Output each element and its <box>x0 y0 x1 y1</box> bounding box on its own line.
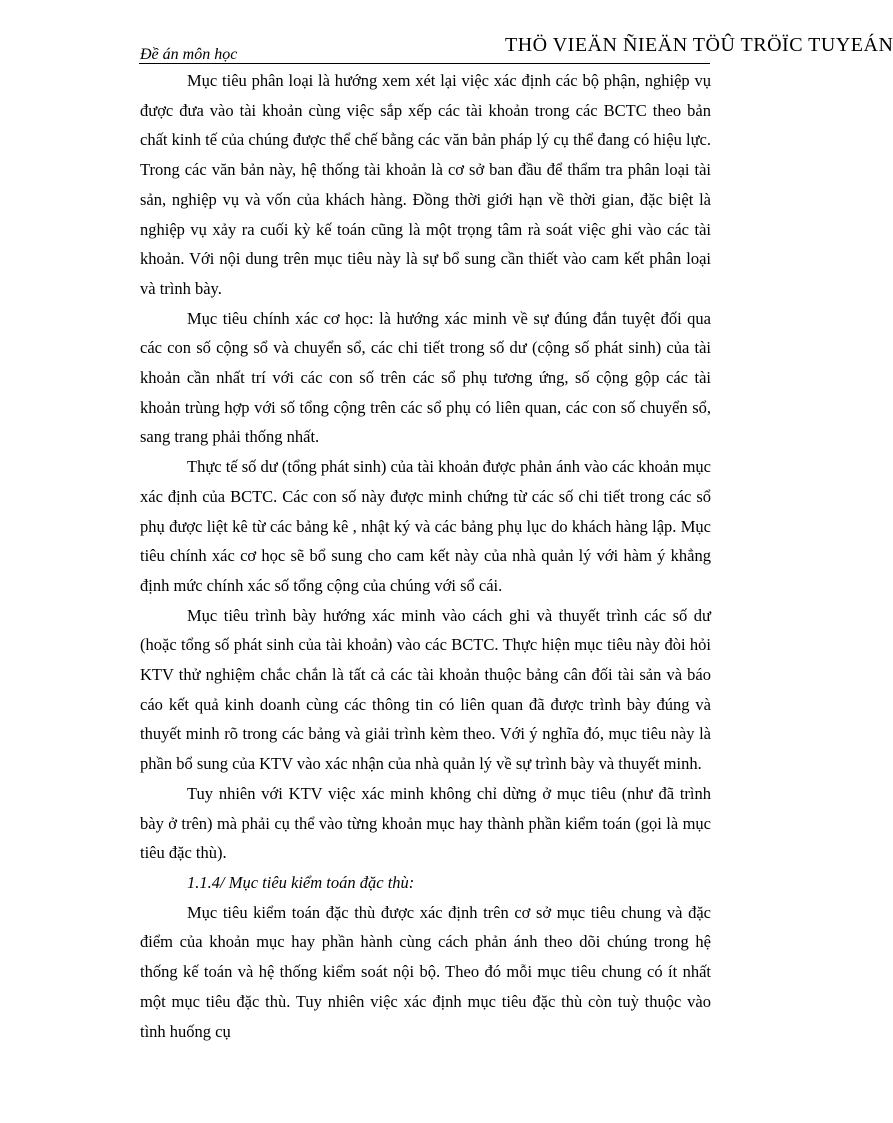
library-banner-text: THÖ VIEÄN ÑIEÄN TÖÛ TRÖÏC TUYEÁN <box>505 34 893 56</box>
paragraph-classification-objective: Mục tiêu phân loại là hướng xem xét lại việc xác định các bộ phận, nghiệp vụ được đưa vào tài khoản cùng việc sắp xếp các tài khoản trong các BCTC theo bản chất kinh tế của chúng được thể chế bằng các văn bản pháp lý cụ thể đang có hiệu lực. Trong các văn bản này, hệ thống tài khoản là cơ sở ban đầu để thẩm tra phân loại tài sản, nghiệp vụ và vốn của khách hàng. Đồng thời giới hạn về thời gian, đặc biệt là nghiệp vụ xảy ra cuối kỳ kế toán cũng là một trọng tâm rà soát việc ghi vào các tài khoản. Với nội dung trên mục tiêu này là sự bổ sung cần thiết vào cam kết phân loại và trình bày. <box>140 71 711 298</box>
paragraph-specific-objectives: Mục tiêu kiểm toán đặc thù được xác định trên cơ sở mục tiêu chung và đặc điểm của khoản mục hay phần hành cùng cách phản ánh theo dõi chúng trong hệ thống kế toán và hệ thống kiểm soát nội bộ. Theo đó mỗi mục tiêu chung có ít nhất một mục tiêu đặc thù. Tuy nhiên việc xác định mục tiêu đặc thù còn tuỳ thuộc vào tình huống cụ <box>140 902 711 1041</box>
document-type-label: Đề án môn học <box>140 46 238 63</box>
paragraph-specific-note: Tuy nhiên với KTV việc xác minh không chỉ dừng ở mục tiêu (như đã trình bày ở trên) mà phải cụ thể vào từng khoản mục hay thành phần kiểm toán (gọi là mục tiêu đặc thù). <box>140 783 711 863</box>
page-body <box>140 66 711 1046</box>
paragraph-presentation-objective: Mục tiêu trình bày hướng xác minh vào cách ghi và thuyết trình các số dư (hoặc tổng số phát sinh của tài khoản) vào các BCTC. Thực hiện mục tiêu này đòi hỏi KTV thử nghiệm chắc chắn là tất cả các tài khoản thuộc bảng cân đối tài sản và báo cáo kết quả kinh doanh cùng các thông tin có liên quan đã được trình bày đúng và thuyết minh rõ trong các bảng và giải trình kèm theo. Với ý nghĩa đó, mục tiêu này là phần bổ sung của KTV vào xác nhận của nhà quản lý về sự trình bày và thuyết minh. <box>140 605 711 774</box>
header-divider <box>139 63 710 64</box>
section-heading: 1.1.4/ Mục tiêu kiểm toán đặc thù: <box>187 872 415 892</box>
paragraph-balance-reflection: Thực tế số dư (tổng phát sinh) của tài khoản được phản ánh vào các khoản mục xác định của BCTC. Các con số này được minh chứng từ các số chi tiết trong các sổ phụ được liệt kê từ các bảng kê , nhật ký và các bảng phụ lục do khách hàng lập. Mục tiêu chính xác cơ học sẽ bổ sung cho cam kết này của nhà quản lý với hàm ý khẳng định mức chính xác số tổng cộng của chúng với sổ cái. <box>140 457 711 595</box>
paragraph-mechanical-accuracy: Mục tiêu chính xác cơ học: là hướng xác minh về sự đúng đắn tuyệt đối qua các con số cộng sổ và chuyển sổ, các chi tiết trong số dư (cộng số phát sinh) của tài khoản cần nhất trí với các con số trên các sổ phụ tương ứng, số cộng gộp các tài khoản trùng hợp với số tổng cộng trên các sổ phụ có liên quan, các con số chuyển sổ, sang trang phải thống nhất. <box>140 308 711 447</box>
